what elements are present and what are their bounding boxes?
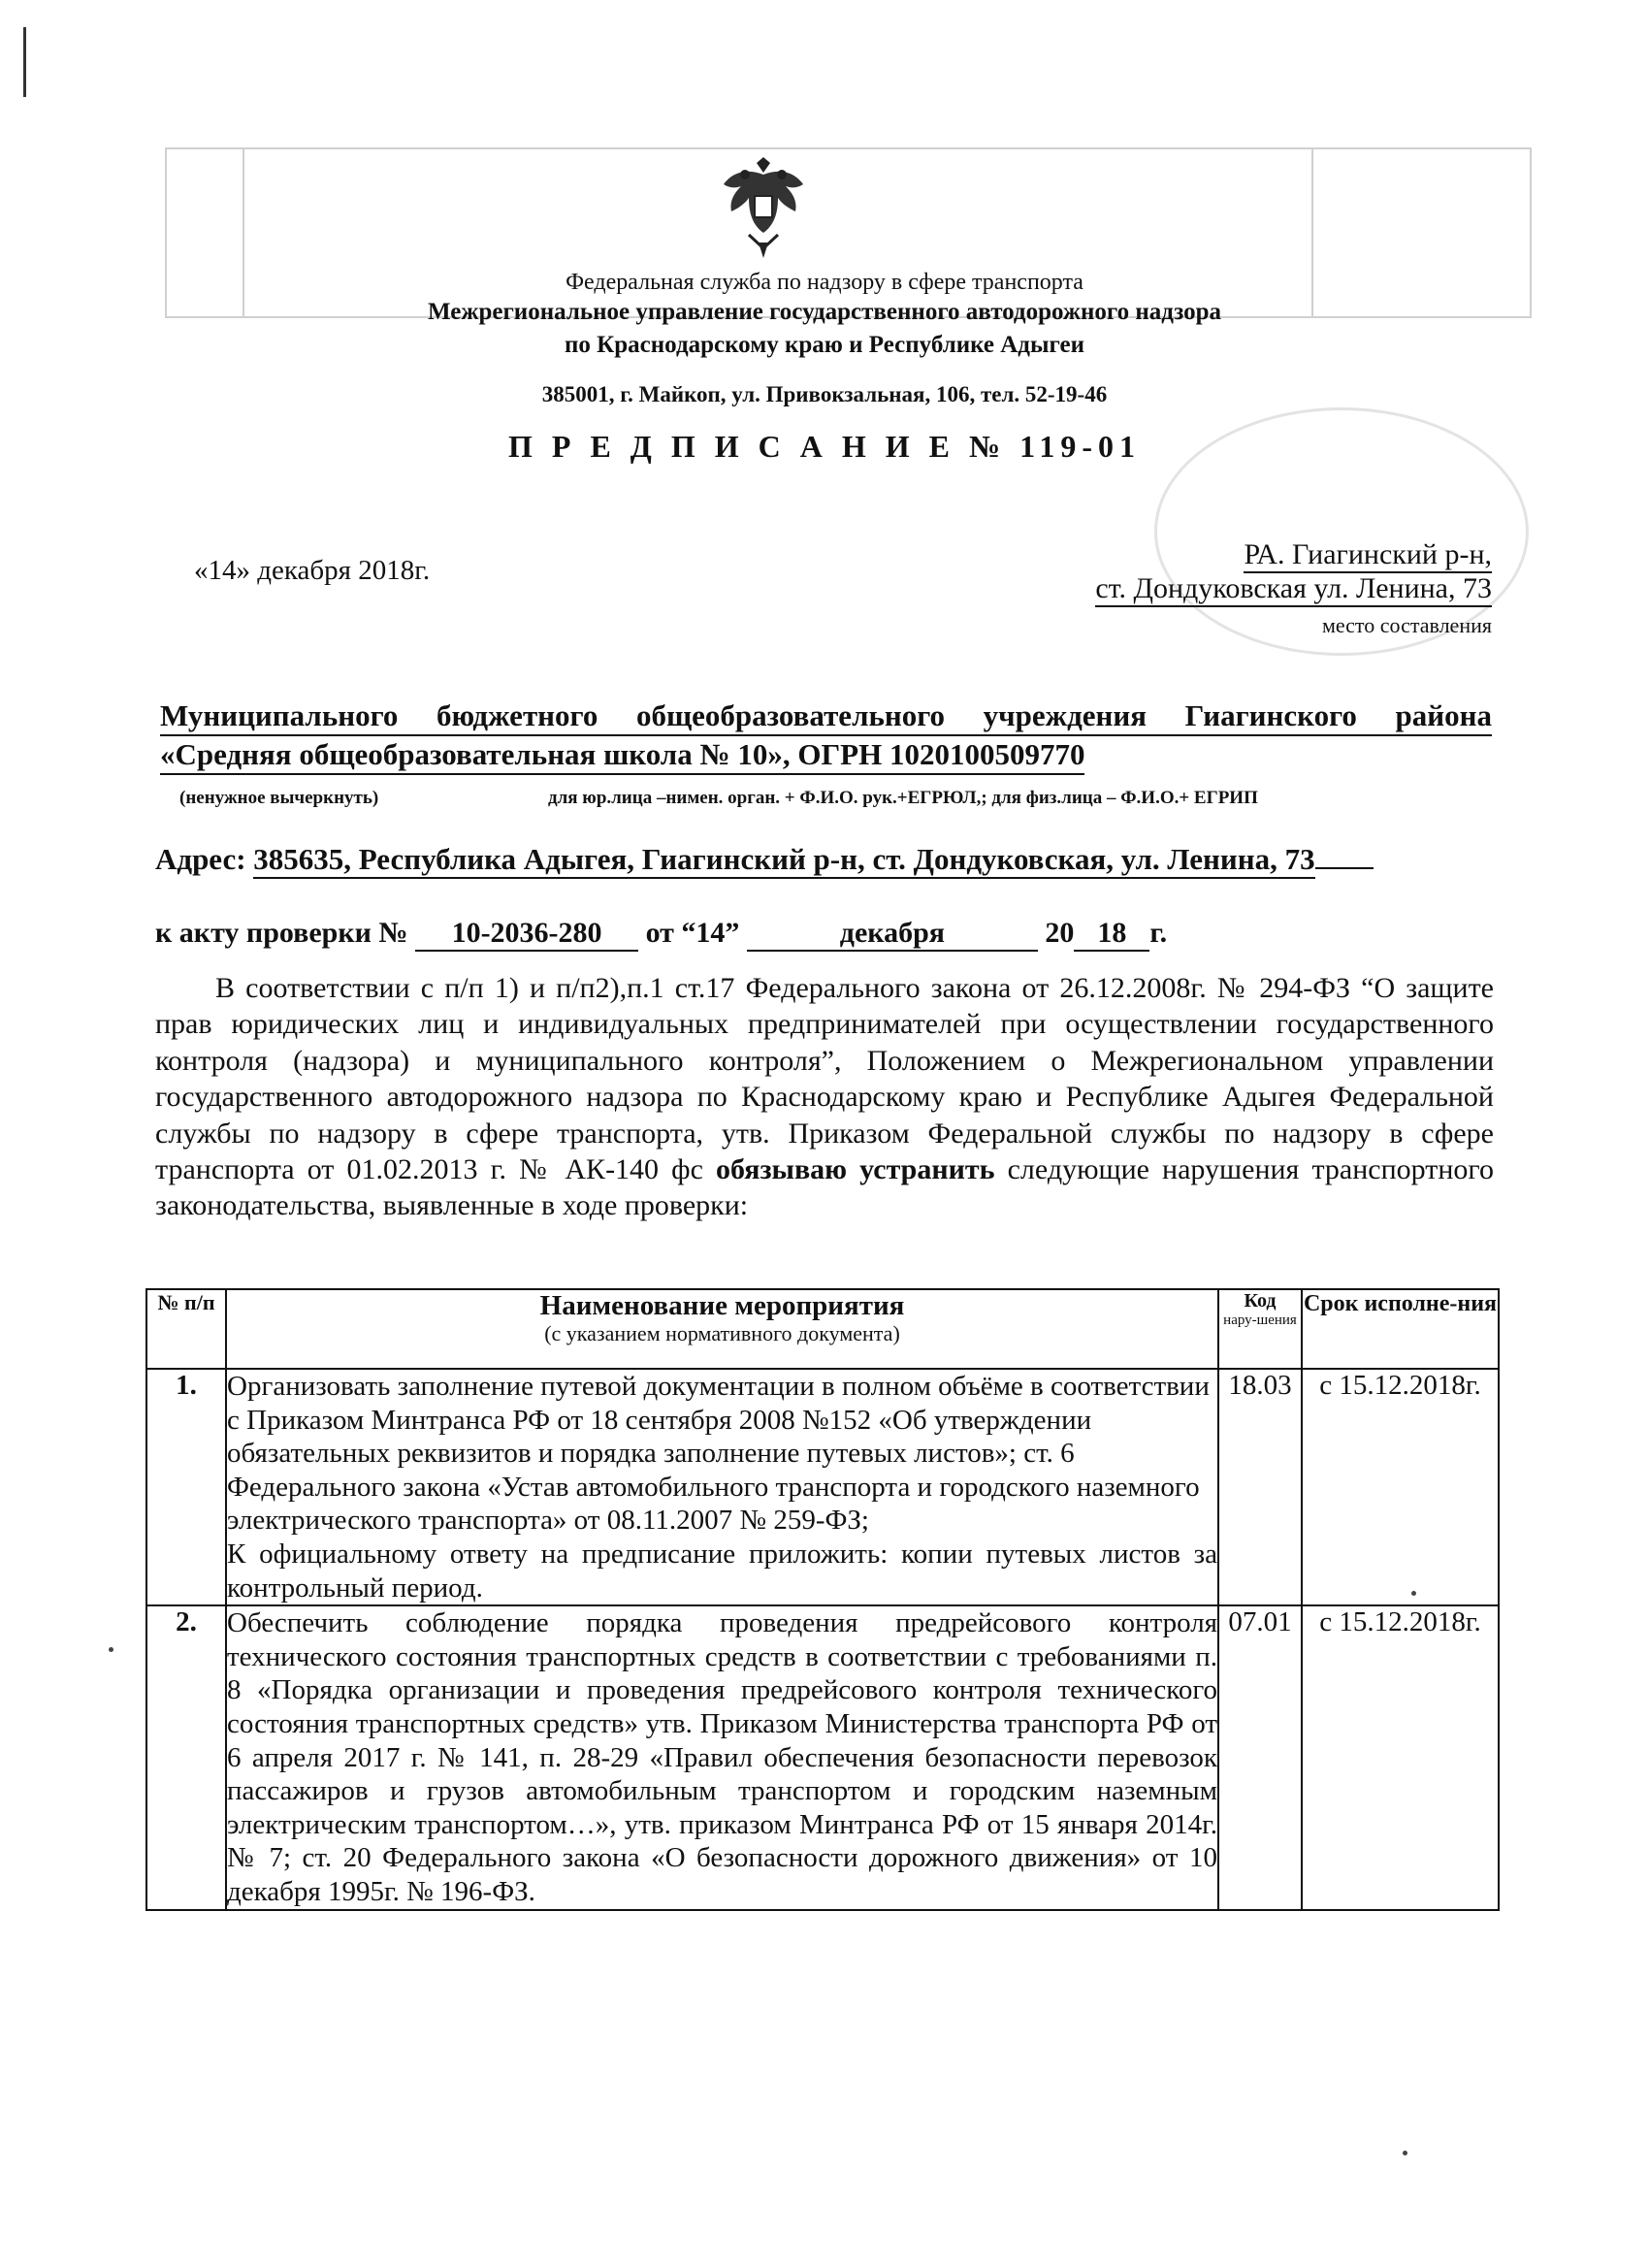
scan-edge-mark (23, 27, 26, 97)
act-from-label: от “14” (645, 917, 740, 949)
row-number: 2. (146, 1605, 226, 1909)
department-address: 385001, г. Майкоп, ул. Привокзальная, 106, тел. 52-19-46 (541, 382, 1108, 406)
address-underline-tail (1315, 867, 1374, 869)
measures-table (146, 1288, 1500, 1911)
address-value: 385635, Республика Адыгея, Гиагинский р-н, ст. Дондуковская, ул. Ленина, 73 (253, 842, 1314, 879)
intro-bold: обязываю устранить (716, 1153, 995, 1186)
act-number: 10-2036-280 (415, 917, 638, 952)
organization-address (155, 842, 1374, 877)
header-num-text: № п/п (157, 1290, 215, 1314)
table-row (146, 1605, 1499, 1909)
row-deadline: с 15.12.2018г. (1302, 1605, 1499, 1909)
header-term-text: Срок исполне-ния (1303, 1291, 1498, 1316)
department-name-line2: по Краснодарскому краю и Республике Адыгеи (565, 332, 1084, 358)
row-number: 1. (146, 1369, 226, 1605)
scan-speck (109, 1647, 113, 1652)
organization-note-left: (ненужное вычеркнуть) (179, 788, 379, 808)
organization-note-right: для юр.лица –нимен. орган. + Ф.И.О. рук.+ЕГРЮЛ,; для физ.лица – Ф.И.О.+ ЕГРИП (548, 788, 1258, 808)
header-term (1302, 1289, 1499, 1369)
header-name-text: Наименование мероприятия (539, 1290, 905, 1321)
document-date: «14» декабря 2018г. (194, 555, 431, 586)
scan-speck (1403, 2151, 1407, 2155)
row-measure-text: Обеспечить соблюдение порядка проведения предрейсового контроля технического состояния транспортных средств в соответствии с требованиями п. 8 «Порядка организации и проведения предрейсового контроля технического состояния транспортных средств» утв. Приказом Министерства транспорта РФ от 6 апреля 2017 г. № 141, п. 28-29 «Правил обеспечения безопасности перевозок пассажиров и грузов автомобильным транспортом и городским наземным электрическим транспортом…», утв. приказом Минтранса РФ от 15 января 2014г. № 7; ст. 20 Федерального закона «О безопасности дорожного движения» от 10 декабря 1995г. № 196-ФЗ. (227, 1607, 1217, 1907)
place-line1-text: РА. Гиагинский р-н, (1244, 538, 1492, 573)
row-deadline: с 15.12.2018г. (1302, 1369, 1499, 1605)
header-num (146, 1289, 226, 1369)
department-name-line1: Межрегиональное управление государственного автодорожного надзора (427, 299, 1222, 325)
document-title: П Р Е Д П И С А Н И Е № 119-01 (508, 429, 1141, 464)
header-code-text: Код (1244, 1290, 1277, 1312)
table-header-row (146, 1289, 1499, 1369)
organization-line1: Муниципального бюджетного общеобразовательного учреждения Гиагинского района (160, 698, 1492, 736)
row-measure-attachment: К официальному ответу на предписание приложить: копии путевых листов за контрольный период. (227, 1538, 1217, 1604)
act-month: декабря (747, 917, 1038, 952)
intro-tail: следующие нарушения транспортного законодательства, выявленные в ходе проверки: (155, 1153, 1494, 1222)
header-name (226, 1289, 1218, 1369)
act-label: к акту проверки № (155, 917, 408, 949)
row-measure (226, 1605, 1218, 1909)
row-measure-text: Организовать заполнение путевой документации в полном объёме в соответствии с Приказом Минтранса РФ от 18 сентября 2008 №152 «Об утверждении обязательных реквизитов и порядка заполнение путевых листов»; ст. 6 Федерального закона «Устав автомобильного транспорта и городского наземного электрического транспорта» от 08.11.2007 № 259-ФЗ; (227, 1371, 1210, 1537)
agency-name: Федеральная служба по надзору в сфере транспорта (566, 270, 1083, 295)
header-name-subtext: (с указанием нормативного документа) (544, 1321, 900, 1345)
table-row (146, 1369, 1499, 1605)
row-violation-code: 18.03 (1218, 1369, 1302, 1605)
place-line2-text: ст. Дондуковская ул. Ленина, 73 (1095, 572, 1492, 607)
place-line1 (1244, 538, 1492, 571)
row-violation-code: 07.01 (1218, 1605, 1302, 1909)
act-reference (155, 917, 1167, 952)
double-headed-eagle-emblem-icon (720, 155, 807, 262)
organization-line2: «Средняя общеобразовательная школа № 10», ОГРН 1020100509770 (160, 737, 1084, 775)
address-label: Адрес: (155, 842, 246, 876)
act-year-suffix: 18 (1074, 917, 1149, 952)
header-code (1218, 1289, 1302, 1369)
intro-text: В соответствии с п/п 1) и п/п2),п.1 ст.17 Федерального закона от 26.12.2008г. № 294-ФЗ “О защите прав юридических лиц и индивидуальных предпринимателей при осуществлении государственного контроля (надзора) и муниципального контроля”, Положением о Межрегиональном управлении государственного автодорожного надзора по Краснодарскому краю и Республике Адыгея Федеральной службы по надзору в сфере транспорта, утв. Приказом Федеральной службы по надзору в сфере транспорта от 01.02.2013 г. № АК-140 фс (155, 972, 1494, 1186)
place-note: место составления (1321, 613, 1492, 637)
place-line2 (1095, 572, 1492, 605)
row-measure (226, 1369, 1218, 1605)
act-year-prefix: 20 (1045, 917, 1075, 949)
act-year-end: г. (1149, 917, 1168, 949)
header-code-subtext: нару-шения (1223, 1312, 1297, 1328)
intro-paragraph (155, 970, 1494, 1224)
